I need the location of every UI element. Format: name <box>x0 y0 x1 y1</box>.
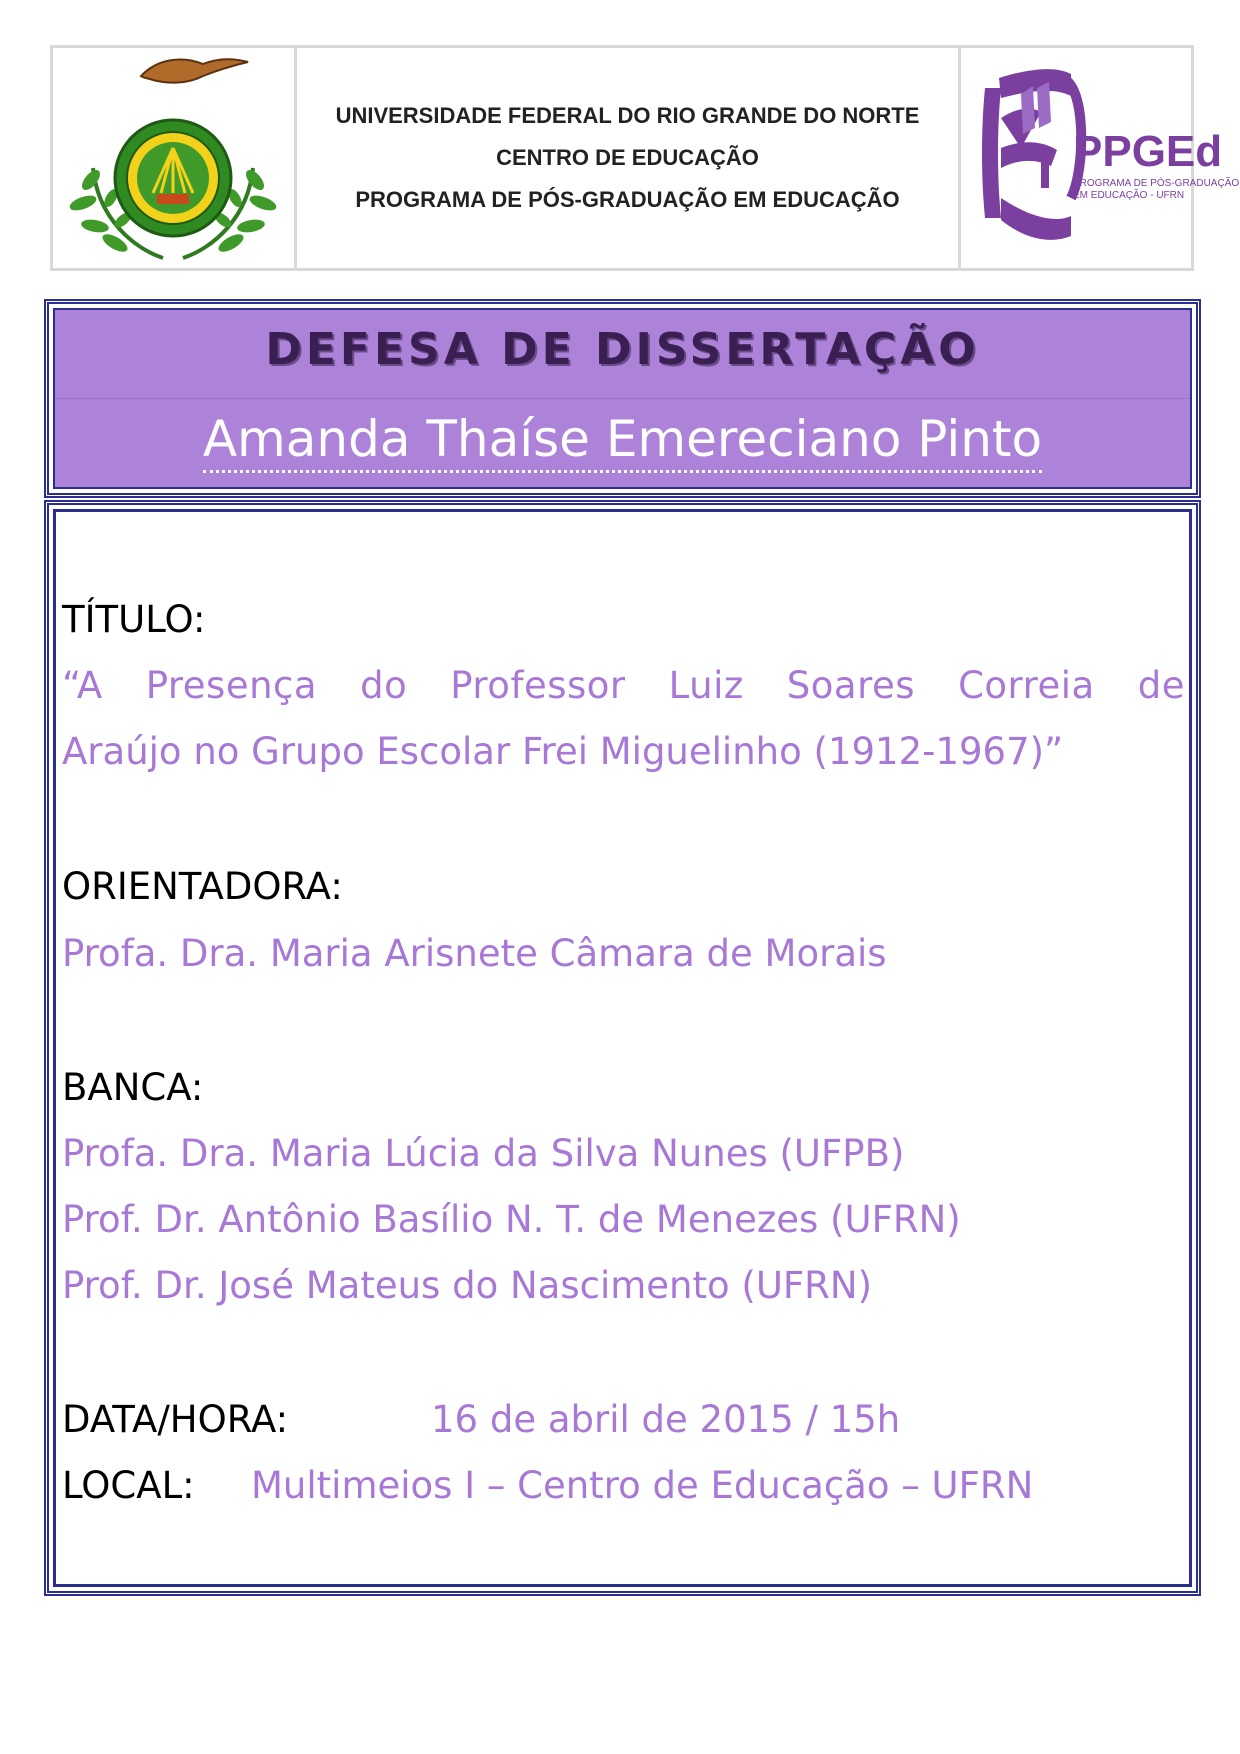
ppged-caption-1: PROGRAMA DE PÓS-GRADUAÇÃO <box>1073 178 1240 189</box>
local-label: LOCAL: <box>62 1464 195 1507</box>
ufrn-seal-cell <box>53 48 297 268</box>
local-value: Multimeios I – Centro de Educação – UFRN <box>251 1464 1034 1507</box>
orientadora-name: Profa. Dra. Maria Arisnete Câmara de Morais <box>62 932 887 975</box>
details-box <box>44 500 1201 1596</box>
titulo-label: TÍTULO: <box>62 598 206 641</box>
thesis-title-line2: Araújo no Grupo Escolar Frei Miguelinho (1912-1967)” <box>62 730 1064 773</box>
student-name: Amanda Thaíse Emereciano Pinto <box>203 410 1042 473</box>
data-hora-value: 16 de abril de 2015 / 15h <box>431 1398 901 1441</box>
institution-block <box>297 48 961 268</box>
defense-title-box <box>44 299 1201 498</box>
title-divider <box>55 398 1190 399</box>
ppged-logo-icon <box>961 48 1240 268</box>
university-name: UNIVERSIDADE FEDERAL DO RIO GRANDE DO NORTE <box>335 103 920 128</box>
orientadora-label: ORIENTADORA: <box>62 865 343 908</box>
defense-heading: DEFESA DE DISSERTAÇÃO <box>265 324 980 375</box>
ufrn-seal-icon <box>53 48 291 268</box>
center-name: CENTRO DE EDUCAÇÃO <box>496 145 759 170</box>
ppged-logo-cell <box>961 48 1240 268</box>
ppged-logo-text: PPGEd <box>1073 127 1223 176</box>
defense-title-inner <box>53 308 1192 489</box>
program-name: PROGRAMA DE PÓS-GRADUAÇÃO EM EDUCAÇÃO <box>355 187 900 212</box>
banca-label: BANCA: <box>62 1066 204 1109</box>
banca-member: Prof. Dr. José Mateus do Nascimento (UFRN) <box>62 1264 873 1307</box>
data-hora-label: DATA/HORA: <box>62 1398 289 1441</box>
banca-member: Profa. Dra. Maria Lúcia da Silva Nunes (UFPB) <box>62 1132 905 1175</box>
banca-member: Prof. Dr. Antônio Basílio N. T. de Menezes (UFRN) <box>62 1198 961 1241</box>
student-name-wrap <box>55 410 1190 468</box>
thesis-title-line1: “A Presença do Professor Luiz Soares Correia de <box>62 664 1185 707</box>
details-inner <box>53 509 1192 1587</box>
ppged-caption-2: EM EDUCAÇÃO - UFRN <box>1073 190 1185 201</box>
header-table <box>50 45 1240 271</box>
